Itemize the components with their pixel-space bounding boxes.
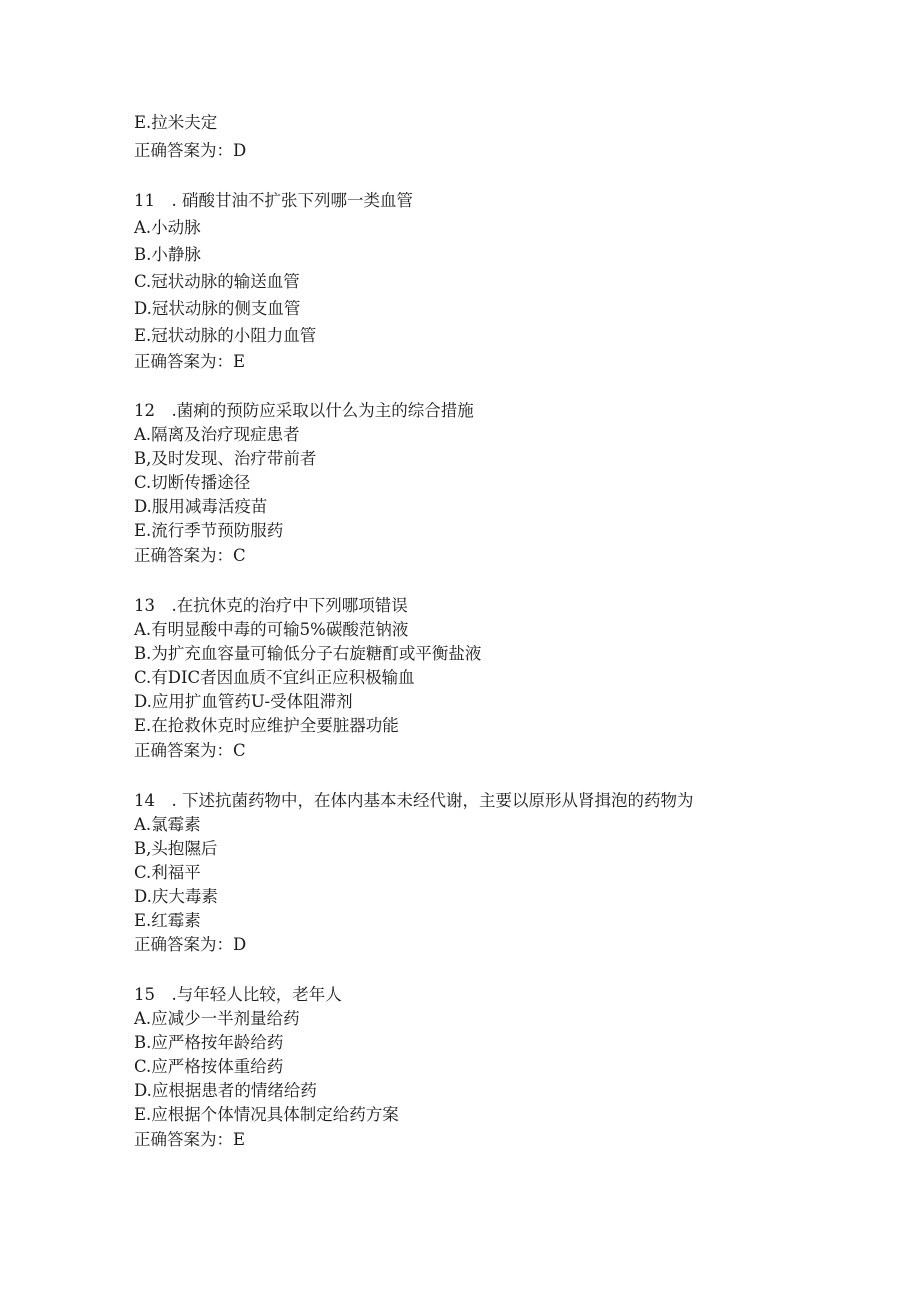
option-c: C.利福平: [134, 863, 201, 882]
option-e: E.流行季节预防服药: [134, 521, 284, 540]
option-c: C.有DIC者因血质不宜纠正应积极输血: [134, 668, 415, 687]
question-stem: 11 . 硝酸甘油不扩张下列哪一类血管: [134, 191, 413, 210]
option-c: C.切断传播途径: [134, 473, 251, 492]
option-b: B.为扩充血容量可输低分子右旋糖酊或平衡盐液: [134, 644, 482, 663]
option-d: D.冠状动脉的侧支血管: [134, 299, 301, 318]
option-b: B,及时发现、治疗带前者: [134, 449, 317, 468]
option-a: A.隔离及治疗现症患者: [134, 425, 300, 444]
question-stem: 13 .在抗休克的治疗中下列哪项错误: [134, 596, 408, 615]
option-b: B,头抱隰后: [134, 839, 218, 858]
prev-answer: 正确答案为：D: [134, 141, 247, 160]
option-a: A.有明显酸中毒的可输5%碳酸范钠液: [134, 620, 409, 639]
option-e: E.在抢救休克时应维护全要脏器功能: [134, 716, 399, 735]
option-b: B.小静脉: [134, 245, 201, 264]
option-b: B.应严格按年龄给药: [134, 1033, 284, 1052]
prev-option-e: E.拉米夫定: [134, 113, 218, 132]
option-d: D.服用减毒活疫苗: [134, 497, 268, 516]
answer: 正确答案为：C: [134, 741, 246, 760]
option-e: E.红霉素: [134, 911, 201, 930]
option-d: D.应用扩血管药U-受体阻滞剂: [134, 692, 353, 711]
answer: 正确答案为：E: [134, 352, 246, 371]
option-d: D.庆大毒素: [134, 887, 218, 906]
answer: 正确答案为：D: [134, 935, 247, 954]
option-a: A.应减少一半剂量给药: [134, 1009, 300, 1028]
question-stem: 14 . 下述抗菌药物中，在体内基本未经代谢，主要以原形从肾揖泡的药物为: [134, 791, 694, 810]
option-e: E.应根据个体情况具体制定给药方案: [134, 1105, 399, 1124]
option-a: A.小动脉: [134, 218, 201, 237]
answer: 正确答案为：E: [134, 1130, 246, 1149]
option-a: A.氯霉素: [134, 815, 201, 834]
option-c: C.冠状动脉的输送血管: [134, 272, 300, 291]
question-stem: 12 .菌痢的预防应采取以什么为主的综合措施: [134, 401, 474, 420]
answer: 正确答案为：C: [134, 546, 246, 565]
question-stem: 15 .与年轻人比较，老年人: [134, 985, 342, 1004]
option-e: E.冠状动脉的小阻力血管: [134, 326, 317, 345]
option-d: D.应根据患者的情绪给药: [134, 1081, 317, 1100]
option-c: C.应严格按体重给药: [134, 1057, 284, 1076]
